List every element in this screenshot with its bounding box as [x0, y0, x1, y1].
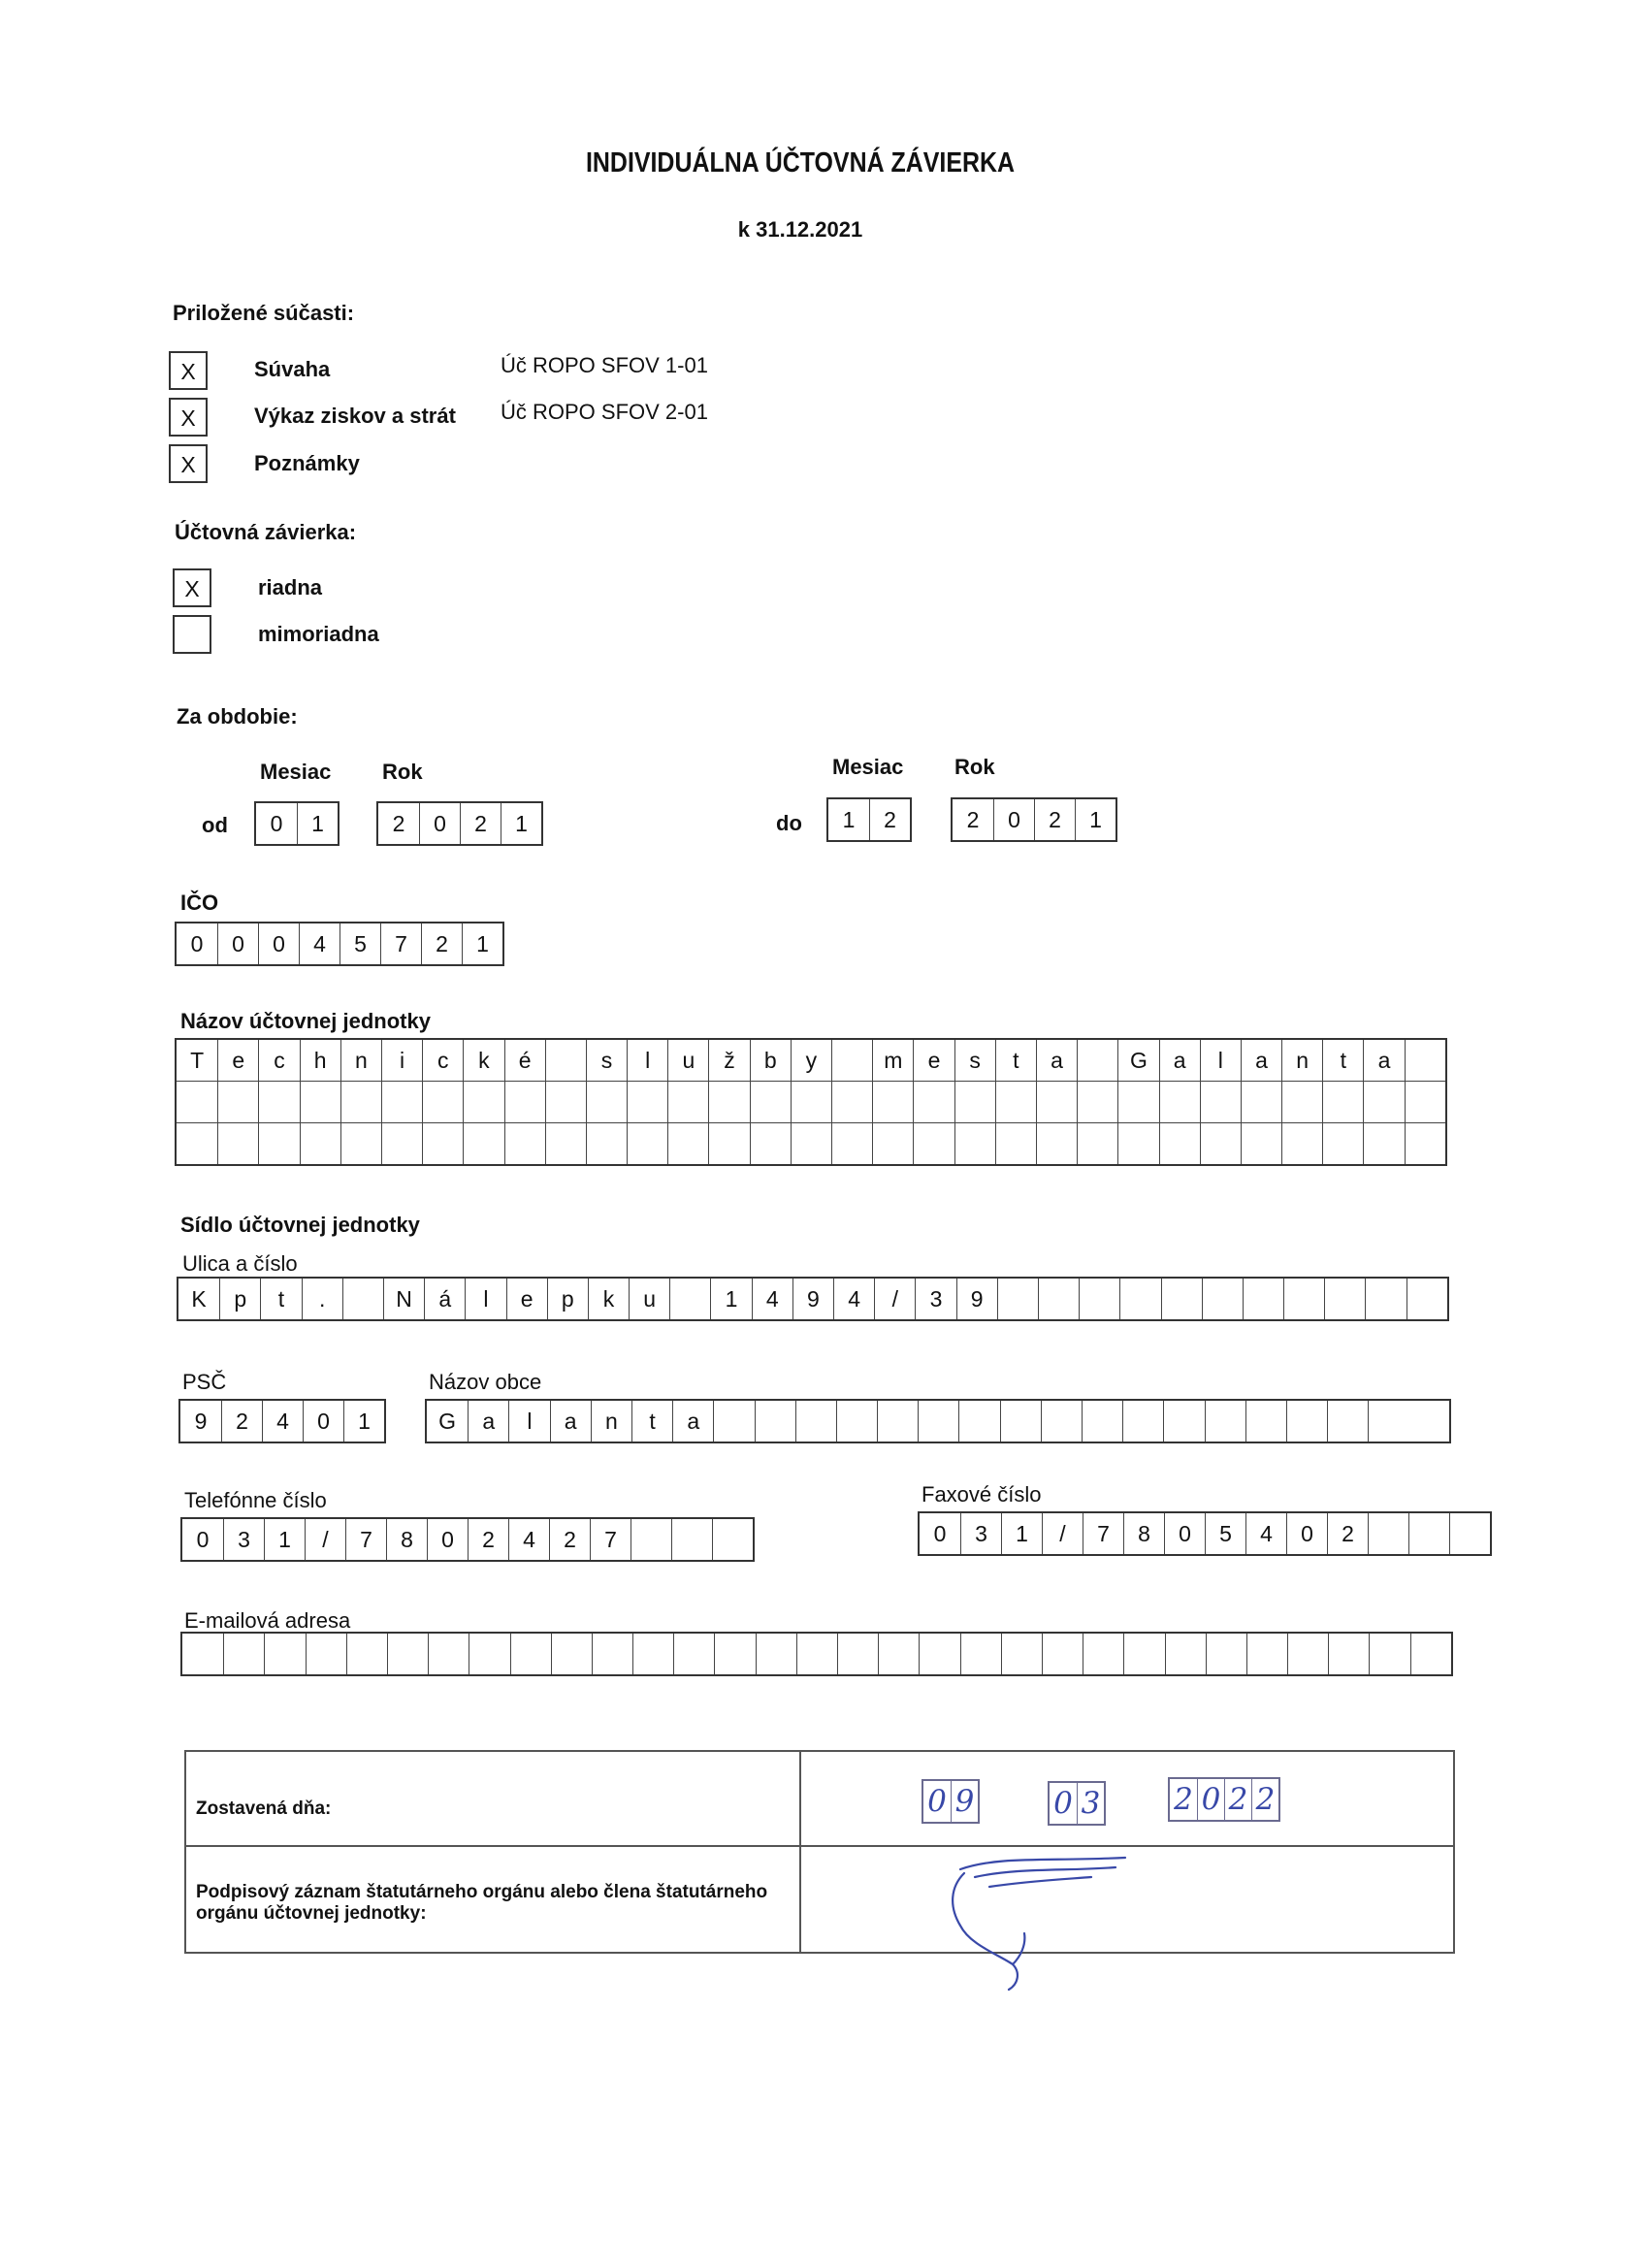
from-year-field[interactable] — [376, 801, 543, 846]
char-cell — [1241, 1082, 1281, 1122]
char-cell — [1281, 1123, 1322, 1164]
char-cell: a — [1363, 1040, 1404, 1081]
char-cell — [1163, 1401, 1204, 1442]
char-cell — [1000, 1401, 1041, 1442]
char-cell — [669, 1279, 710, 1319]
fax-field[interactable] — [918, 1511, 1492, 1556]
from-label: od — [202, 813, 228, 837]
char-cell: 5 — [340, 923, 380, 964]
char-cell — [1405, 1082, 1445, 1122]
char-cell: ž — [708, 1040, 749, 1081]
char-cell — [1082, 1401, 1122, 1442]
components-heading: Priložené súčasti: — [173, 301, 355, 325]
handwritten-digit: 2 — [1174, 1782, 1193, 1817]
email-field[interactable] — [180, 1632, 1453, 1676]
char-cell — [1283, 1279, 1324, 1319]
char-cell: h — [300, 1040, 340, 1081]
char-cell — [381, 1123, 422, 1164]
char-cell — [1119, 1279, 1160, 1319]
char-cell — [1327, 1401, 1368, 1442]
char-cell — [217, 1123, 258, 1164]
char-cell — [1369, 1634, 1409, 1674]
digit-cell: 2 — [1034, 799, 1075, 840]
char-cell — [1368, 1401, 1408, 1442]
char-cell — [177, 1123, 217, 1164]
char-cell — [504, 1123, 545, 1164]
char-cell — [632, 1634, 673, 1674]
char-cell — [306, 1634, 346, 1674]
street-field[interactable] — [177, 1277, 1449, 1321]
char-cell — [1036, 1082, 1077, 1122]
char-cell — [877, 1401, 918, 1442]
char-cell: y — [791, 1040, 831, 1081]
char-cell — [1405, 1040, 1445, 1081]
char-cell — [258, 1082, 299, 1122]
char-cell: u — [667, 1040, 708, 1081]
char-cell — [791, 1082, 831, 1122]
char-cell — [1363, 1123, 1404, 1164]
digit-cell: 2 — [869, 799, 910, 840]
char-cell — [1159, 1123, 1200, 1164]
char-cell — [340, 1082, 381, 1122]
sign-label: Podpisový záznam štatutárneho orgánu alebo člena štatutárneho orgánu účtovnej jednotky: — [196, 1882, 768, 1924]
char-cell — [1165, 1634, 1206, 1674]
char-cell: 4 — [262, 1401, 303, 1442]
char-cell: 1 — [264, 1519, 305, 1560]
from-year-label: Rok — [382, 760, 423, 784]
char-cell: 5 — [1205, 1513, 1245, 1554]
document-date: k 31.12.2021 — [737, 217, 863, 242]
digit-cell: 1 — [1075, 799, 1116, 840]
char-cell: 9 — [792, 1279, 833, 1319]
compiled-month[interactable] — [1048, 1781, 1106, 1826]
checkbox-vykaz[interactable]: X — [169, 398, 208, 437]
char-cell: t — [995, 1040, 1036, 1081]
char-cell: 9 — [194, 1409, 208, 1434]
char-cell — [1077, 1123, 1117, 1164]
char-cell — [1200, 1123, 1241, 1164]
phone-field[interactable] — [180, 1517, 755, 1562]
char-cell: 8 — [1123, 1513, 1164, 1554]
char-cell — [463, 1082, 503, 1122]
char-cell — [217, 1082, 258, 1122]
handwritten-digit: 0 — [1197, 1779, 1224, 1820]
char-cell: G — [1117, 1040, 1158, 1081]
from-month-label: Mesiac — [260, 760, 332, 784]
component-code-vykaz: Úč ROPO SFOV 2-01 — [501, 400, 708, 424]
char-cell — [1038, 1279, 1079, 1319]
char-row — [182, 1634, 1451, 1674]
char-cell — [463, 1123, 503, 1164]
compiled-label: Zostavená dňa: — [196, 1798, 332, 1819]
checkbox-mimoriadna[interactable] — [173, 615, 211, 654]
document-title: INDIVIDUÁLNA ÚČTOVNÁ ZÁVIERKA — [585, 147, 1016, 178]
char-row — [427, 1401, 1449, 1442]
checkbox-poznamky[interactable]: X — [169, 444, 208, 483]
char-cell — [422, 1082, 463, 1122]
char-cell: 2 — [221, 1401, 262, 1442]
char-cell: s — [954, 1040, 995, 1081]
char-cell — [1122, 1401, 1163, 1442]
char-cell: á — [424, 1279, 465, 1319]
char-cell — [1365, 1279, 1406, 1319]
char-cell: 2 — [421, 923, 462, 964]
char-cell — [997, 1279, 1038, 1319]
char-cell: / — [1042, 1513, 1083, 1554]
char-cell — [872, 1123, 913, 1164]
handwritten-digit: 0 — [1053, 1786, 1073, 1821]
char-cell: t — [631, 1401, 672, 1442]
component-label-vykaz: Výkaz ziskov a strát — [254, 404, 456, 428]
to-month-label: Mesiac — [832, 755, 904, 779]
digit-cell: 0 — [270, 811, 283, 836]
char-cell: 1 — [462, 923, 502, 964]
char-cell: 1 — [343, 1401, 384, 1442]
char-cell — [1410, 1634, 1451, 1674]
char-cell — [1406, 1279, 1447, 1319]
char-cell: l — [627, 1040, 667, 1081]
option-label-mimoriadna: mimoriadna — [258, 622, 379, 646]
char-cell: / — [305, 1519, 345, 1560]
char-cell: K — [191, 1286, 207, 1312]
char-cell — [960, 1634, 1001, 1674]
handwritten-digit: 3 — [1077, 1783, 1104, 1824]
char-cell — [712, 1519, 753, 1560]
char-cell — [422, 1123, 463, 1164]
signature-table — [184, 1750, 1455, 1954]
char-cell: m — [872, 1040, 913, 1081]
char-cell: 0 — [1164, 1513, 1205, 1554]
char-cell: k — [463, 1040, 503, 1081]
char-cell — [1363, 1082, 1404, 1122]
char-cell: 3 — [960, 1513, 1001, 1554]
char-cell — [1241, 1123, 1281, 1164]
entity-name-label: Názov účtovnej jednotky — [180, 1009, 431, 1033]
char-cell — [630, 1519, 671, 1560]
char-cell — [708, 1082, 749, 1122]
char-cell: a — [1036, 1040, 1077, 1081]
digit-cell: 2 — [966, 807, 980, 832]
handwritten-digit: 0 — [927, 1784, 947, 1819]
char-cell: 3 — [915, 1279, 955, 1319]
digit-cell: 1 — [842, 807, 856, 832]
char-cell — [1322, 1082, 1363, 1122]
to-label: do — [776, 811, 802, 835]
char-row — [178, 1279, 1447, 1319]
char-cell — [1243, 1279, 1283, 1319]
char-cell: p — [547, 1279, 588, 1319]
char-cell: 0 — [933, 1521, 947, 1546]
char-cell — [1281, 1082, 1322, 1122]
ico-label: IČO — [180, 891, 219, 915]
signature-stroke — [953, 1858, 1125, 1990]
char-cell — [340, 1123, 381, 1164]
char-cell — [995, 1123, 1036, 1164]
char-cell: c — [258, 1040, 299, 1081]
handwritten-signature — [931, 1848, 1145, 2003]
char-cell: a — [672, 1401, 713, 1442]
char-cell: T — [190, 1048, 205, 1073]
char-cell — [1123, 1634, 1164, 1674]
char-cell — [750, 1123, 791, 1164]
char-cell — [837, 1634, 878, 1674]
component-label-poznamky: Poznámky — [254, 451, 360, 475]
char-cell — [1245, 1401, 1286, 1442]
digit-cell: 2 — [460, 803, 501, 844]
char-cell: é — [504, 1040, 545, 1081]
closing-type-heading: Účtovná závierka: — [175, 520, 357, 544]
char-cell: t — [1322, 1040, 1363, 1081]
char-cell: G — [438, 1409, 457, 1434]
psc-field[interactable] — [178, 1399, 386, 1443]
char-cell — [1202, 1279, 1243, 1319]
char-cell: 0 — [190, 931, 204, 956]
char-cell: 4 — [1245, 1513, 1286, 1554]
char-cell: i — [381, 1040, 422, 1081]
city-label: Názov obce — [429, 1370, 542, 1394]
char-cell — [1041, 1401, 1082, 1442]
char-cell: 7 — [380, 923, 421, 964]
city-field[interactable] — [425, 1399, 1451, 1443]
char-cell — [667, 1082, 708, 1122]
char-cell — [387, 1634, 428, 1674]
compiled-year[interactable] — [1168, 1777, 1280, 1822]
char-cell — [1001, 1634, 1042, 1674]
char-cell: e — [217, 1040, 258, 1081]
char-cell — [1205, 1401, 1245, 1442]
char-cell: k — [588, 1279, 629, 1319]
char-cell — [381, 1082, 422, 1122]
char-cell — [831, 1082, 872, 1122]
char-cell — [1077, 1040, 1117, 1081]
char-cell: n — [591, 1401, 631, 1442]
char-cell — [545, 1040, 586, 1081]
char-cell — [469, 1634, 509, 1674]
char-cell — [1287, 1634, 1328, 1674]
char-cell — [831, 1040, 872, 1081]
char-cell: 0 — [1286, 1513, 1327, 1554]
handwritten-digit: 2 — [1251, 1779, 1278, 1820]
char-cell — [836, 1401, 877, 1442]
char-cell: 9 — [956, 1279, 997, 1319]
char-cell — [627, 1082, 667, 1122]
char-cell: 7 — [590, 1519, 630, 1560]
char-cell — [1083, 1634, 1123, 1674]
char-cell — [995, 1082, 1036, 1122]
digit-cell: 0 — [419, 803, 460, 844]
char-cell: 0 — [258, 923, 299, 964]
char-cell: / — [874, 1279, 915, 1319]
char-cell — [592, 1634, 632, 1674]
entity-name-field[interactable] — [175, 1038, 1447, 1166]
char-cell — [708, 1123, 749, 1164]
char-cell — [755, 1401, 795, 1442]
char-cell — [1206, 1634, 1246, 1674]
char-cell: . — [302, 1279, 342, 1319]
char-cell — [756, 1634, 796, 1674]
char-cell: 0 — [217, 923, 258, 964]
char-cell: 1 — [1001, 1513, 1042, 1554]
char-cell — [714, 1634, 755, 1674]
char-cell — [258, 1123, 299, 1164]
char-cell: N — [383, 1279, 424, 1319]
char-cell — [1200, 1082, 1241, 1122]
char-cell: a — [550, 1401, 591, 1442]
component-code-suvaha: Úč ROPO SFOV 1-01 — [501, 353, 708, 377]
char-cell: 2 — [1327, 1513, 1368, 1554]
char-cell: l — [508, 1401, 549, 1442]
to-year-label: Rok — [954, 755, 995, 779]
char-cell — [1449, 1513, 1490, 1554]
char-cell — [1408, 1513, 1449, 1554]
char-cell — [796, 1634, 837, 1674]
char-cell — [878, 1634, 919, 1674]
to-month-field[interactable] — [826, 797, 912, 842]
char-cell: 1 — [710, 1279, 751, 1319]
period-heading: Za obdobie: — [177, 704, 298, 729]
char-cell — [300, 1123, 340, 1164]
char-cell — [1328, 1634, 1369, 1674]
char-cell — [795, 1401, 836, 1442]
digit-cell: 1 — [501, 803, 541, 844]
char-cell: 4 — [508, 1519, 549, 1560]
char-cell: 0 — [196, 1527, 210, 1552]
char-cell — [954, 1082, 995, 1122]
handwritten-digit: 9 — [951, 1781, 978, 1822]
option-label-riadna: riadna — [258, 575, 323, 599]
char-cell — [551, 1634, 592, 1674]
char-cell — [1286, 1401, 1327, 1442]
email-label: E-mailová adresa — [184, 1608, 351, 1633]
psc-label: PSČ — [182, 1370, 227, 1394]
char-cell — [913, 1123, 954, 1164]
digit-cell: 1 — [297, 803, 338, 844]
char-cell: p — [219, 1279, 260, 1319]
char-cell — [1324, 1279, 1365, 1319]
digit-cell: 0 — [993, 799, 1034, 840]
char-cell: 8 — [386, 1519, 427, 1560]
fax-label: Faxové číslo — [922, 1482, 1042, 1507]
digit-cell: 2 — [392, 811, 405, 836]
char-cell: n — [1281, 1040, 1322, 1081]
char-cell — [586, 1123, 627, 1164]
char-cell: 7 — [345, 1519, 386, 1560]
char-cell — [1079, 1279, 1119, 1319]
char-cell: t — [260, 1279, 301, 1319]
char-cell — [545, 1082, 586, 1122]
char-cell — [918, 1401, 958, 1442]
char-cell — [1322, 1123, 1363, 1164]
char-cell — [428, 1634, 469, 1674]
char-cell: n — [340, 1040, 381, 1081]
char-row — [177, 1122, 1445, 1164]
component-label-suvaha: Súvaha — [254, 357, 331, 381]
from-month-field[interactable] — [254, 801, 340, 846]
char-cell — [1042, 1634, 1083, 1674]
char-cell: 2 — [468, 1519, 508, 1560]
char-cell: 0 — [303, 1401, 343, 1442]
char-cell — [791, 1123, 831, 1164]
char-cell — [913, 1082, 954, 1122]
char-cell: b — [750, 1040, 791, 1081]
char-row — [177, 1081, 1445, 1122]
char-cell: a — [1159, 1040, 1200, 1081]
phone-label: Telefónne číslo — [184, 1488, 327, 1512]
char-cell: l — [465, 1279, 505, 1319]
char-cell — [1117, 1123, 1158, 1164]
char-cell: 4 — [299, 923, 340, 964]
char-cell — [954, 1123, 995, 1164]
street-label: Ulica a číslo — [182, 1251, 298, 1276]
char-cell — [504, 1082, 545, 1122]
char-cell: s — [586, 1040, 627, 1081]
char-cell — [264, 1634, 305, 1674]
char-cell — [545, 1123, 586, 1164]
char-cell: 4 — [833, 1279, 874, 1319]
char-cell — [1161, 1279, 1202, 1319]
char-cell: 7 — [1083, 1513, 1123, 1554]
char-cell — [831, 1123, 872, 1164]
handwritten-digit: 2 — [1224, 1779, 1251, 1820]
char-cell: a — [1241, 1040, 1281, 1081]
char-cell: e — [506, 1279, 547, 1319]
char-cell — [1246, 1634, 1287, 1674]
char-cell — [300, 1082, 340, 1122]
char-cell — [919, 1634, 959, 1674]
address-heading: Sídlo účtovnej jednotky — [180, 1213, 420, 1237]
char-cell: a — [468, 1401, 508, 1442]
char-cell: e — [913, 1040, 954, 1081]
char-cell: 3 — [223, 1519, 264, 1560]
char-row — [177, 1040, 1445, 1081]
char-cell — [346, 1634, 387, 1674]
char-cell — [872, 1082, 913, 1122]
char-cell — [182, 1634, 223, 1674]
to-year-field[interactable] — [951, 797, 1117, 842]
char-cell: u — [629, 1279, 669, 1319]
checkbox-suvaha[interactable]: X — [169, 351, 208, 390]
char-cell — [1077, 1082, 1117, 1122]
char-cell — [1117, 1082, 1158, 1122]
char-cell: 2 — [549, 1519, 590, 1560]
char-cell: c — [422, 1040, 463, 1081]
char-cell — [627, 1123, 667, 1164]
char-cell — [586, 1082, 627, 1122]
char-cell — [667, 1123, 708, 1164]
ico-field[interactable] — [175, 922, 504, 966]
compiled-day[interactable] — [922, 1779, 980, 1824]
char-cell — [671, 1519, 712, 1560]
char-cell — [673, 1634, 714, 1674]
char-cell — [1368, 1513, 1408, 1554]
char-cell — [177, 1082, 217, 1122]
char-cell — [510, 1634, 551, 1674]
char-cell — [958, 1401, 999, 1442]
char-cell: 0 — [427, 1519, 468, 1560]
char-cell: 4 — [752, 1279, 792, 1319]
char-cell — [1036, 1123, 1077, 1164]
char-cell — [750, 1082, 791, 1122]
char-cell — [713, 1401, 754, 1442]
checkbox-riadna[interactable]: X — [173, 568, 211, 607]
char-cell — [1405, 1123, 1445, 1164]
char-cell — [1159, 1082, 1200, 1122]
char-cell: l — [1200, 1040, 1241, 1081]
char-cell — [342, 1279, 383, 1319]
char-cell — [223, 1634, 264, 1674]
